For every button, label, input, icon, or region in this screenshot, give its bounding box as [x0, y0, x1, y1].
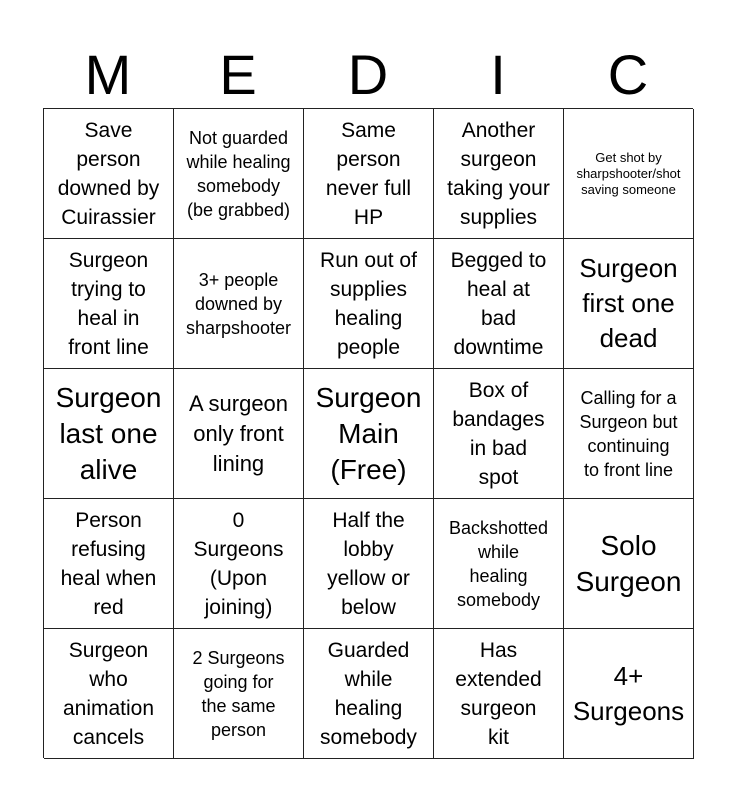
bingo-cell-text: 3+ people downed by sharpshooter	[185, 269, 292, 338]
bingo-cell-text: Surgeon who animation cancels	[62, 638, 155, 749]
bingo-cell-3-4[interactable]	[434, 369, 564, 499]
bingo-cell-text: Not guarded while healing somebody (be grabbed)	[186, 127, 291, 220]
bingo-cell-1-4[interactable]	[434, 109, 564, 239]
bingo-cell-text: Another surgeon taking your supplies	[447, 118, 550, 229]
bingo-cell-4-3[interactable]	[304, 499, 434, 629]
bingo-cell-text: 2 Surgeons going for the same person	[192, 647, 285, 740]
bingo-header	[43, 40, 693, 110]
bingo-cell-1-1[interactable]	[44, 109, 174, 239]
bingo-cell-3-1[interactable]	[44, 369, 174, 499]
bingo-cell-1-3[interactable]	[304, 109, 434, 239]
bingo-cell-5-1[interactable]	[44, 629, 174, 759]
bingo-cell-text: Surgeon first one dead	[579, 253, 678, 353]
bingo-cell-5-3[interactable]	[304, 629, 434, 759]
bingo-cell-1-5[interactable]	[564, 109, 694, 239]
bingo-cell-text: Run out of supplies healing people	[320, 248, 417, 359]
header-letter-m: M	[84, 43, 132, 106]
bingo-cell-5-2[interactable]	[174, 629, 304, 759]
bingo-grid	[43, 108, 693, 758]
bingo-cell-text: Calling for a Surgeon but continuing to front line	[579, 387, 678, 480]
bingo-cell-3-2[interactable]	[174, 369, 304, 499]
bingo-cell-4-4[interactable]	[434, 499, 564, 629]
bingo-cell-text: Same person never full HP	[325, 118, 412, 229]
bingo-cell-text: Surgeon trying to heal in front line	[68, 248, 149, 359]
bingo-cell-2-3[interactable]	[304, 239, 434, 369]
header-letter-d: D	[347, 43, 389, 106]
bingo-cell-text: 0 Surgeons (Upon joining)	[193, 508, 284, 619]
bingo-cell-text: Person refusing heal when red	[60, 508, 157, 619]
header-letter-e: E	[219, 43, 257, 106]
bingo-cell-2-5[interactable]	[564, 239, 694, 369]
bingo-cell-4-5[interactable]	[564, 499, 694, 629]
bingo-cell-text: Begged to heal at bad downtime	[450, 248, 547, 359]
bingo-cell-text: Solo Surgeon	[575, 529, 682, 597]
bingo-cell-text: Save person downed by Cuirassier	[57, 118, 160, 229]
bingo-cell-text: Box of bandages in bad spot	[452, 378, 545, 489]
bingo-cell-text: A surgeon only front lining	[188, 390, 289, 476]
bingo-cell-text: Guarded while healing somebody	[320, 638, 417, 749]
bingo-cell-3-5[interactable]	[564, 369, 694, 499]
bingo-cell-4-1[interactable]	[44, 499, 174, 629]
bingo-cell-1-2[interactable]	[174, 109, 304, 239]
header-letter-c: C	[607, 43, 649, 106]
bingo-cell-text: Get shot by sharpshooter/shot saving someone	[576, 149, 681, 197]
bingo-cell-text: Surgeon last one alive	[55, 381, 162, 485]
bingo-cell-2-1[interactable]	[44, 239, 174, 369]
bingo-cell-3-3[interactable]	[304, 369, 434, 499]
bingo-cell-4-2[interactable]	[174, 499, 304, 629]
bingo-cell-5-5[interactable]	[564, 629, 694, 759]
bingo-cell-text: Has extended surgeon kit	[455, 638, 542, 749]
header-letter-i: I	[490, 43, 506, 106]
bingo-cell-2-4[interactable]	[434, 239, 564, 369]
bingo-cell-text: Backshotted while healing somebody	[448, 517, 549, 610]
bingo-cell-text: Surgeon Main (Free)	[315, 381, 422, 485]
bingo-cell-text: Half the lobby yellow or below	[327, 508, 410, 619]
bingo-cell-text: 4+ Surgeons	[572, 660, 685, 726]
bingo-cell-5-4[interactable]	[434, 629, 564, 759]
bingo-cell-2-2[interactable]	[174, 239, 304, 369]
